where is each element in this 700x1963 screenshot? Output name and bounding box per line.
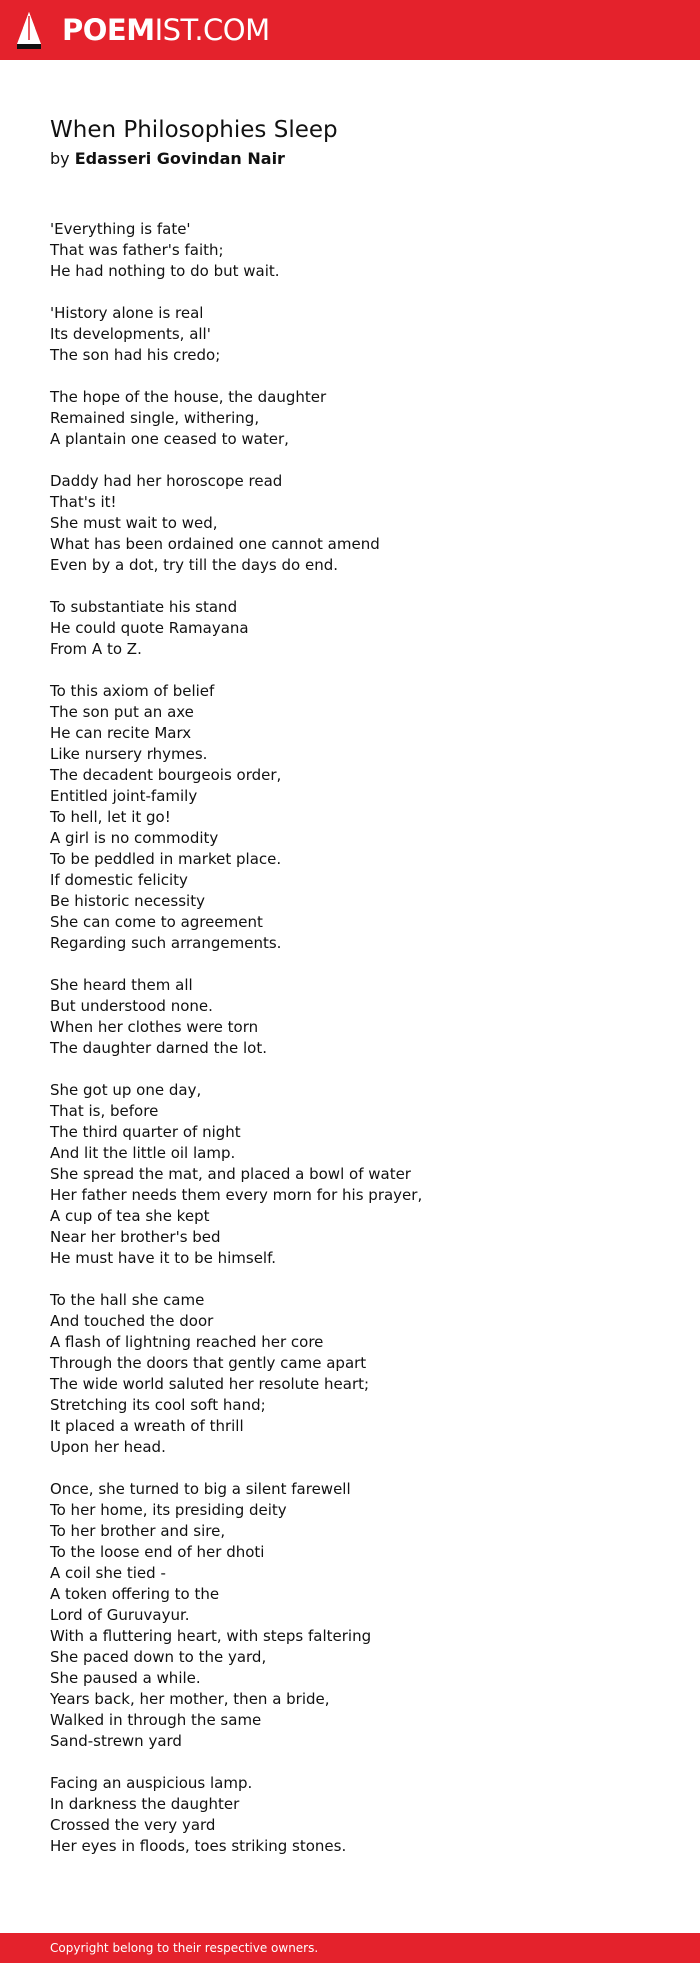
poem-line: A cup of tea she kept xyxy=(50,1207,210,1225)
poem-line: Years back, her mother, then a bride, xyxy=(50,1690,330,1708)
poem-line: Stretching its cool soft hand; xyxy=(50,1396,266,1414)
logo-text-light: IST.COM xyxy=(154,13,270,47)
poem-line: A token offering to the xyxy=(50,1585,220,1603)
poem-line: He can recite Marx xyxy=(50,724,192,742)
poem-line: That's it! xyxy=(50,493,117,511)
poem-line: To her home, its presiding deity xyxy=(50,1501,287,1519)
poem-line: Lord of Guruvayur. xyxy=(50,1606,190,1624)
poem-line: Once, she turned to big a silent farewell xyxy=(50,1480,351,1498)
poem-stanza xyxy=(50,1080,650,1269)
byline xyxy=(50,147,285,171)
poem-line: He could quote Ramayana xyxy=(50,619,249,637)
poem-line: She got up one day, xyxy=(50,1081,202,1099)
poem-stanza xyxy=(50,1479,650,1752)
site-logo[interactable] xyxy=(14,10,270,50)
poem-line: In darkness the daughter xyxy=(50,1795,240,1813)
poem-line: Near her brother's bed xyxy=(50,1228,221,1246)
poem-line: He had nothing to do but wait. xyxy=(50,262,280,280)
poem-line: And lit the little oil lamp. xyxy=(50,1144,236,1162)
logo-text-bold: POEM xyxy=(62,13,155,47)
poem-line: Regarding such arrangements. xyxy=(50,934,282,952)
poem-line: To be peddled in market place. xyxy=(50,850,282,868)
poem-line: Sand-strewn yard xyxy=(50,1732,182,1750)
poem-stanza xyxy=(50,303,650,366)
poem-stanza xyxy=(50,975,650,1059)
poem-line: A flash of lightning reached her core xyxy=(50,1333,324,1351)
poem-stanza xyxy=(50,597,650,660)
poem-line: To her brother and sire, xyxy=(50,1522,226,1540)
poem-line: A coil she tied - xyxy=(50,1564,166,1582)
poem-line: She must wait to wed, xyxy=(50,514,218,532)
poem-line: To hell, let it go! xyxy=(50,808,171,826)
poem-line: Her eyes in floods, toes striking stones. xyxy=(50,1837,347,1855)
poem-line: Remained single, withering, xyxy=(50,409,260,427)
header-bar xyxy=(0,0,700,60)
poem-line: If domestic felicity xyxy=(50,871,188,889)
poem-line: She paused a while. xyxy=(50,1669,201,1687)
poem-line: Crossed the very yard xyxy=(50,1816,216,1834)
poem-line: Upon her head. xyxy=(50,1438,166,1456)
poem-line: 'Everything is fate' xyxy=(50,220,191,238)
poem-line: A plantain one ceased to water, xyxy=(50,430,289,448)
poem-line: Like nursery rhymes. xyxy=(50,745,208,763)
poem-line: Even by a dot, try till the days do end. xyxy=(50,556,338,574)
poem-line: The hope of the house, the daughter xyxy=(50,388,327,406)
footer-bar xyxy=(0,1933,700,1963)
poem-stanza xyxy=(50,387,650,450)
poem-line: The decadent bourgeois order, xyxy=(50,766,282,784)
poem-line: Facing an auspicious lamp. xyxy=(50,1774,253,1792)
poem-line: And touched the door xyxy=(50,1312,214,1330)
by-label: by xyxy=(50,149,70,168)
pen-nib-icon xyxy=(14,10,44,50)
poem-line: 'History alone is real xyxy=(50,304,204,322)
poem-line: She paced down to the yard, xyxy=(50,1648,267,1666)
poem-line: The son put an axe xyxy=(50,703,194,721)
poem-stanza xyxy=(50,681,650,954)
poem-line: He must have it to be himself. xyxy=(50,1249,277,1267)
poem-line: When her clothes were torn xyxy=(50,1018,259,1036)
poem-line: To the hall she came xyxy=(50,1291,205,1309)
poem-stanza xyxy=(50,1290,650,1458)
poem-line: To the loose end of her dhoti xyxy=(50,1543,265,1561)
poem-stanza xyxy=(50,219,650,282)
poem-line: Its developments, all' xyxy=(50,325,211,343)
poem-line: Daddy had her horoscope read xyxy=(50,472,283,490)
poem-body xyxy=(50,219,650,1878)
poem-line: With a fluttering heart, with steps faltering xyxy=(50,1627,372,1645)
poem-line: The son had his credo; xyxy=(50,346,221,364)
logo-text xyxy=(62,10,270,50)
poem-line: She spread the mat, and placed a bowl of water xyxy=(50,1165,411,1183)
poem-line: But understood none. xyxy=(50,997,213,1015)
poem-line: That was father's faith; xyxy=(50,241,224,259)
poem-line: That is, before xyxy=(50,1102,159,1120)
poem-line: A girl is no commodity xyxy=(50,829,219,847)
copyright-text: Copyright belong to their respective owners. xyxy=(50,1941,319,1955)
poem-line: The third quarter of night xyxy=(50,1123,241,1141)
poem-line: The daughter darned the lot. xyxy=(50,1039,267,1057)
author-name: Edasseri Govindan Nair xyxy=(74,149,285,168)
poem-line: It placed a wreath of thrill xyxy=(50,1417,244,1435)
poem-stanza xyxy=(50,1773,650,1857)
poem-line: What has been ordained one cannot amend xyxy=(50,535,380,553)
poem-line: To substantiate his stand xyxy=(50,598,238,616)
poem-line: Through the doors that gently came apart xyxy=(50,1354,367,1372)
poem-line: Her father needs them every morn for his prayer, xyxy=(50,1186,423,1204)
poem-title: When Philosophies Sleep xyxy=(50,117,338,143)
poem-line: Entitled joint-family xyxy=(50,787,198,805)
poem-line: She can come to agreement xyxy=(50,913,263,931)
poem-line: The wide world saluted her resolute heart; xyxy=(50,1375,370,1393)
poem-stanza xyxy=(50,471,650,576)
poem-line: To this axiom of belief xyxy=(50,682,215,700)
poem-line: She heard them all xyxy=(50,976,193,994)
poem-line: From A to Z. xyxy=(50,640,142,658)
poem-line: Be historic necessity xyxy=(50,892,205,910)
poem-line: Walked in through the same xyxy=(50,1711,262,1729)
